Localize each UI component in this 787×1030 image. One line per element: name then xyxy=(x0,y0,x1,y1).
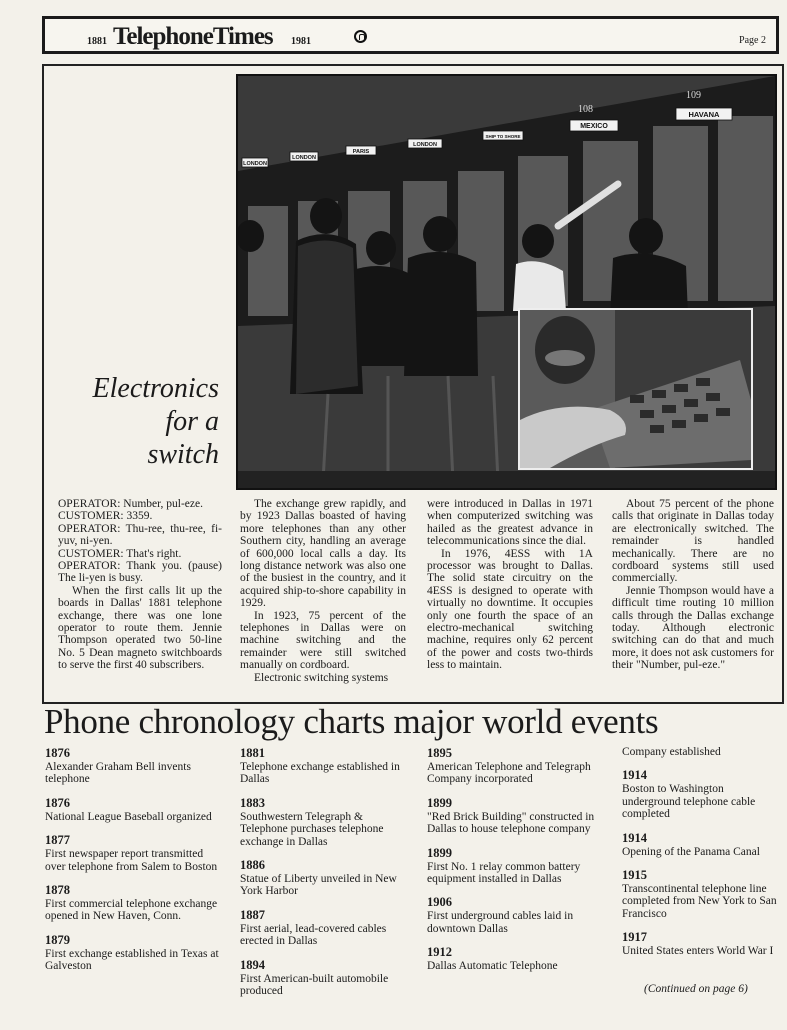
masthead-year-end: 1981 xyxy=(291,36,311,47)
chronology-column-1 xyxy=(45,746,225,983)
article-paragraph: In 1976, 4ESS with 1A processor was brought to Dallas. The solid state circuitry on the 4ESS is designed to operate with virtually no downtime. It occupies only one fourth the space of an electro-mechanical switching machine, requires only 62 percent of the power and costs two-thirds less to maintain. xyxy=(427,547,593,672)
panel-number-109: 109 xyxy=(686,90,701,101)
article-paragraph: The exchange grew rapidly, and by 1923 Dallas boasted of having more telephones than any other Southern city, handling an average of 600,000 local calls a day. Its long distance network was also one of the busiest in the country, and it acquired ship-to-shore capability in 1929. xyxy=(240,498,406,610)
sign-london-3: LONDON xyxy=(413,142,437,148)
masthead-title: TelephoneTimes xyxy=(113,23,273,50)
entry-text: Transcontinental telephone line completed from New York to San Francisco xyxy=(622,883,777,920)
entry-year: 1914 xyxy=(622,768,647,783)
masthead xyxy=(42,16,779,54)
sign-london-2: LONDON xyxy=(292,155,316,161)
headline-line-1: Electronics xyxy=(92,373,219,404)
page-number: Page 2 xyxy=(739,35,766,46)
article-column-2 xyxy=(240,498,406,684)
entry-year: 1914 xyxy=(622,830,647,845)
dialogue-line: OPERATOR: Thank you. (pause) The li-yen is busy. xyxy=(58,560,222,585)
article-column-1 xyxy=(58,498,222,672)
entry-text: Statue of Liberty unveiled in New York Harbor xyxy=(240,873,397,898)
chronology-entry xyxy=(45,796,225,823)
entry-text: United States enters World War I xyxy=(622,945,774,958)
entry-text: First newspaper report transmitted over telephone from Salem to Boston xyxy=(45,848,218,873)
chronology-entry xyxy=(45,833,225,873)
article-column-4 xyxy=(612,498,774,672)
chronology-entry xyxy=(622,831,784,858)
article-paragraph: Jennie Thompson would have a difficult time routing 10 million calls through the Dallas exchange today. Although electronic switching can do that and much more, it does not ask customers for their "Number, pul-eze." xyxy=(612,584,774,672)
sign-ship-to-shore: SHIP TO SHORE xyxy=(485,134,521,139)
entry-text: American Telephone and Telegraph Company incorporated xyxy=(427,761,591,786)
entry-year: 1876 xyxy=(45,795,70,810)
dialogue-line: OPERATOR: Number, pul-eze. xyxy=(58,498,203,510)
article-column-3 xyxy=(427,498,593,672)
headline-line-3: switch xyxy=(147,439,219,470)
chronology-entry xyxy=(45,746,225,786)
entry-text: Dallas Automatic Telephone xyxy=(427,960,558,973)
entry-text: First American-built automobile produced xyxy=(240,972,389,998)
entry-text: Boston to Washington underground telephone cable completed xyxy=(622,783,756,821)
entry-year: 1883 xyxy=(240,795,265,810)
chronology-entry xyxy=(622,746,784,758)
chronology-entry xyxy=(240,796,410,848)
headline-line-2: for a xyxy=(165,406,219,437)
entry-year: 1917 xyxy=(622,930,647,945)
chronology-column-4 xyxy=(622,746,784,968)
entry-text: "Red Brick Building" constructed in Dallas to house telephone company xyxy=(427,810,595,836)
chronology-entry xyxy=(427,796,602,836)
entry-year: 1881 xyxy=(240,746,265,760)
entry-year: 1906 xyxy=(427,895,452,910)
chronology-entry xyxy=(240,746,410,786)
chronology-column-3 xyxy=(427,746,602,983)
chronology-entry xyxy=(622,868,784,920)
chronology-entry xyxy=(622,930,784,957)
entry-year: 1899 xyxy=(427,845,452,860)
entry-year: 1894 xyxy=(240,957,265,972)
entry-text: Telephone exchange established in Dallas xyxy=(240,761,400,786)
chronology-entry xyxy=(240,858,410,898)
chronology-entry xyxy=(427,846,602,886)
entry-text: Company established xyxy=(622,746,721,758)
entry-text: First exchange established in Texas at Galveston xyxy=(45,947,219,973)
continued-note: (Continued on page 6) xyxy=(644,983,748,995)
sign-paris: PARIS xyxy=(352,149,370,155)
entry-year: 1887 xyxy=(240,907,265,922)
chronology-entry xyxy=(622,768,784,820)
chronology-title: Phone chronology charts major world events xyxy=(44,702,659,741)
masthead-year-start: 1881 xyxy=(87,36,107,47)
circuit-board-photo xyxy=(518,308,753,470)
entry-text: Opening of the Panama Canal xyxy=(622,845,760,858)
entry-year: 1886 xyxy=(240,858,265,873)
dialogue-line: OPERATOR: Thu-ree, thu-ree, fi-yuv, ni-yen. xyxy=(58,522,222,548)
entry-text: First No. 1 relay common battery equipment installed in Dallas xyxy=(427,860,581,886)
dialogue-line: CUSTOMER: That's right. xyxy=(58,547,182,560)
entry-text: First underground cables laid in downtown Dallas xyxy=(427,910,574,935)
article-paragraph: When the first calls lit up the boards in Dallas' 1881 telephone exchange, there was one lone operator to route them. Jennie Thompson operated two 50-line No. 5 Dean magneto switchboards to serve the first 40 subscribers. xyxy=(58,584,222,672)
entry-text: First commercial telephone exchange opened in New Haven, Conn. xyxy=(45,898,218,923)
chronology-entry xyxy=(427,895,602,935)
entry-text: Southwestern Telegraph & Telephone purchases telephone exchange in Dallas xyxy=(240,810,384,848)
chronology-entry xyxy=(427,746,602,786)
entry-year: 1899 xyxy=(427,795,452,810)
bell-logo-icon xyxy=(354,30,367,43)
chronology-column-2 xyxy=(240,746,410,1007)
entry-text: First aerial, lead-covered cables erected in Dallas xyxy=(240,922,387,948)
article-paragraph: were introduced in Dallas in 1971 when computerized switching was hailed as the greatest advance in telecommunications since the dial. xyxy=(427,498,593,548)
article-paragraph: In 1923, 75 percent of the telephones in Dallas were on machine switching and the remainder were still switched manually on cordboard. xyxy=(240,609,406,672)
entry-year: 1877 xyxy=(45,833,70,848)
dialogue-line: CUSTOMER: 3359. xyxy=(58,510,153,523)
chronology-entry xyxy=(427,945,602,972)
sign-mexico: MEXICO xyxy=(580,123,608,130)
chronology-entry xyxy=(45,933,225,973)
chronology-entry xyxy=(240,908,410,948)
entry-year: 1912 xyxy=(427,945,452,960)
chronology-entry xyxy=(240,958,410,998)
sign-london-1: LONDON xyxy=(243,161,267,167)
entry-year: 1876 xyxy=(45,746,70,760)
feature-headline xyxy=(64,372,219,471)
entry-year: 1878 xyxy=(45,883,70,898)
chronology-entry xyxy=(45,883,225,923)
entry-text: Alexander Graham Bell invents telephone xyxy=(45,761,191,786)
entry-text: National League Baseball organized xyxy=(45,810,212,823)
entry-year: 1915 xyxy=(622,868,647,883)
sign-havana: HAVANA xyxy=(688,110,720,119)
entry-year: 1895 xyxy=(427,746,452,760)
article-paragraph: Electronic switching systems xyxy=(254,671,389,684)
panel-number-108: 108 xyxy=(578,104,593,115)
entry-year: 1879 xyxy=(45,932,70,947)
article-paragraph: About 75 percent of the phone calls that originate in Dallas today are electronically switched. The remainder is handled mechanically. There are no cordboard systems still used commercially. xyxy=(612,498,774,585)
